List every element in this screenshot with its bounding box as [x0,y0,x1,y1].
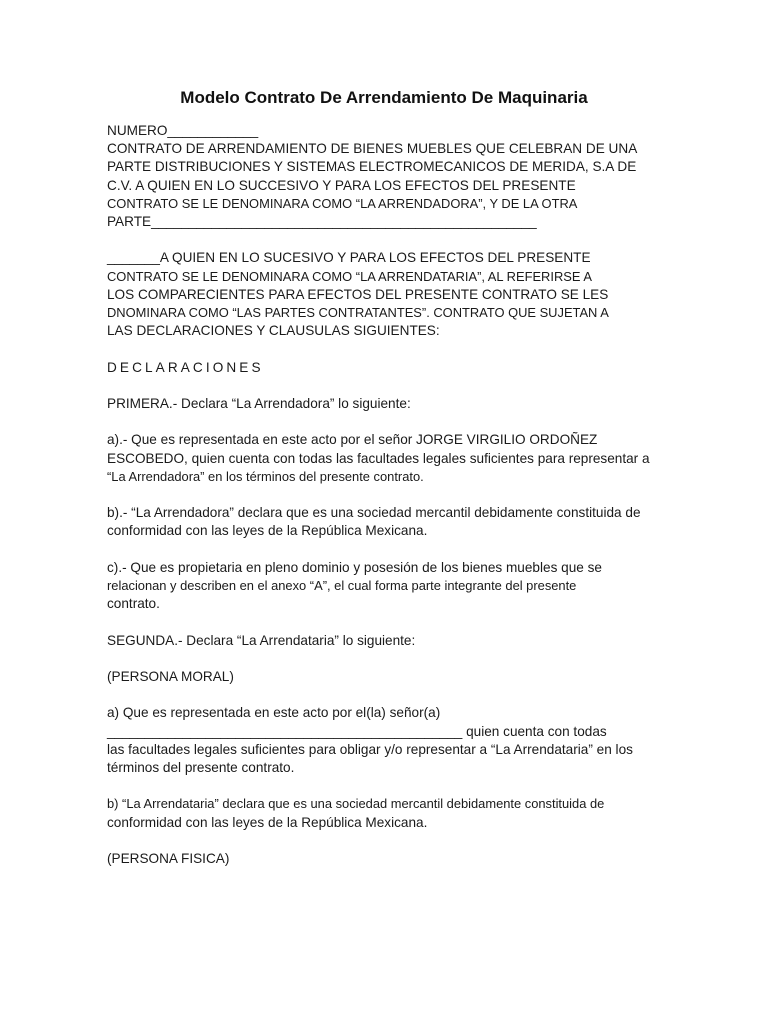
text-line: _______________________________________________ quien cuenta con todas [107,723,607,739]
text-line: conformidad con las leyes de la República Mexicana. [107,814,428,830]
section-heading: DECLARACIONES [107,359,264,375]
text-line: conformidad con las leyes de la República Mexicana. [107,523,428,539]
text-line: PARTE___________________________________________________ [107,214,537,230]
text-line: c).- Que es propietaria en pleno dominio y posesión de los bienes muebles que se [107,559,602,575]
text-line: b).- “La Arrendadora” declara que es una sociedad mercantil debidamente constituida de [107,505,641,521]
text-line: C.V. A QUIEN EN LO SUCCESIVO Y PARA LOS EFECTOS DEL PRESENTE [107,177,576,193]
clause-heading: PRIMERA.- Declara “La Arrendadora” lo siguiente: [107,396,411,411]
text-line: _______A QUIEN EN LO SUCESIVO Y PARA LOS EFECTOS DEL PRESENTE [107,250,591,266]
text-line: relacionan y describen en el anexo “A”, el cual forma parte integrante del presente [107,577,577,593]
text-line: NUMERO____________ [107,123,259,138]
document-title: Modelo Contrato De Arrendamiento De Maquinaria [180,88,588,107]
document-body [107,122,667,868]
clause-heading: SEGUNDA.- Declara “La Arrendataria” lo siguiente: [107,632,416,648]
text-line: DNOMINARA COMO “LAS PARTES CONTRATANTES”. CONTRATO QUE SUJETAN A [107,305,609,321]
text-line: CONTRATO SE LE DENOMINARA COMO “LA ARRENDATARIA”, AL REFERIRSE A [107,268,592,284]
subheading: (PERSONA FISICA) [107,850,230,866]
text-line: ESCOBEDO, quien cuenta con todas las facultades legales suficientes para representar a [107,450,650,466]
text-line: las facultades legales suficientes para obligar y/o representar a “La Arrendataria” en los [107,741,633,757]
text-line: “La Arrendadora” en los términos del presente contrato. [107,468,424,484]
subheading: (PERSONA MORAL) [107,668,234,684]
text-line: LOS COMPARECIENTES PARA EFECTOS DEL PRESENTE CONTRATO SE LES [107,286,609,302]
text-line: términos del presente contrato. [107,759,295,775]
text-line: CONTRATO SE LE DENOMINARA COMO “LA ARRENDADORA”, Y DE LA OTRA [107,195,578,211]
text-line: a) Que es representada en este acto por el(la) señor(a) [107,705,441,721]
text-line: LAS DECLARACIONES Y CLAUSULAS SIGUIENTES: [107,323,440,339]
text-line: PARTE DISTRIBUCIONES Y SISTEMAS ELECTROMECANICOS DE MERIDA, S.A DE [107,159,637,175]
text-line: b) “La Arrendataria” declara que es una sociedad mercantil debidamente constituida de [107,796,605,812]
text-line: CONTRATO DE ARRENDAMIENTO DE BIENES MUEBLES QUE CELEBRAN DE UNA [107,141,638,157]
text-line: a).- Que es representada en este acto por el señor JORGE VIRGILIO ORDOÑEZ [107,432,598,448]
text-line: contrato. [107,596,160,612]
